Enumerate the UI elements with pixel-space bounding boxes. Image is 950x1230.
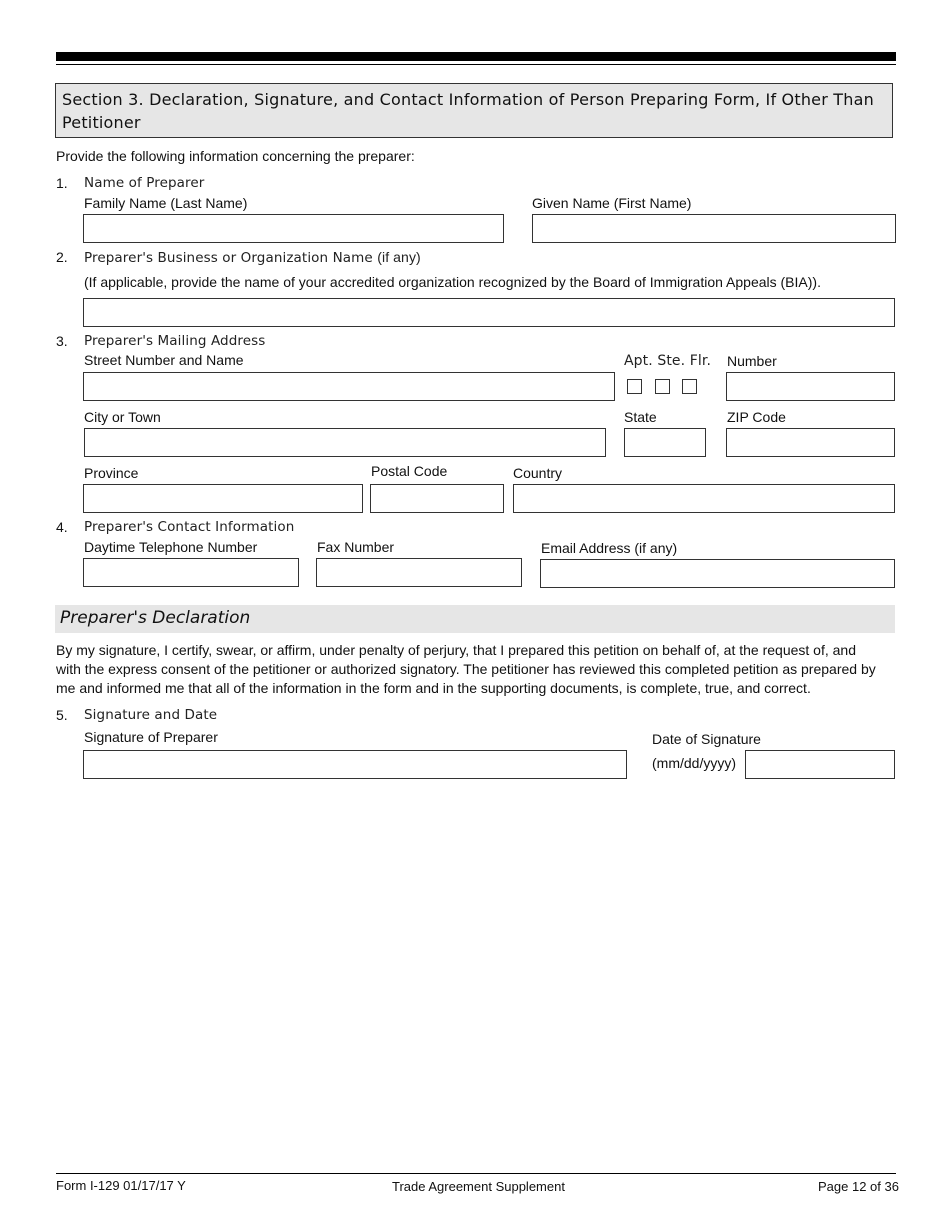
apt-number-input[interactable] (726, 372, 895, 401)
country-input[interactable] (513, 484, 895, 513)
fax-label: Fax Number (317, 539, 395, 555)
header-rule-thick (56, 52, 896, 61)
item-4-number: 4. (56, 519, 68, 535)
flr-checkbox[interactable] (682, 379, 697, 394)
footer-center-title: Trade Agreement Supplement (392, 1179, 565, 1194)
item-4-label: Preparer's Contact Information (84, 519, 295, 535)
declaration-line: me and informed me that all of the information in the form and in the supporting documents, is complete, true, and correct. (56, 680, 811, 696)
state-input[interactable] (624, 428, 706, 457)
email-label: Email Address (if any) (541, 540, 678, 556)
signature-date-input[interactable] (745, 750, 895, 779)
postal-code-label: Postal Code (371, 463, 448, 479)
signature-input[interactable] (83, 750, 627, 779)
phone-label: Daytime Telephone Number (84, 539, 258, 555)
section-title: Section 3. Declaration, Signature, and Contact Information of Person Preparing Form, If Other Than Petitioner (62, 90, 874, 132)
declaration-paragraph (56, 641, 896, 698)
item-3-number: 3. (56, 333, 68, 349)
business-name-input[interactable] (83, 298, 895, 327)
street-input[interactable] (83, 372, 615, 401)
footer-rule (56, 1173, 896, 1174)
family-name-label: Family Name (Last Name) (84, 195, 248, 211)
postal-code-input[interactable] (370, 484, 504, 513)
state-label: State (624, 409, 657, 425)
footer-form-id: Form I-129 01/17/17 Y (56, 1178, 186, 1193)
province-label: Province (84, 465, 139, 481)
zip-input[interactable] (726, 428, 895, 457)
footer-page-number: Page 12 of 36 (818, 1179, 899, 1194)
zip-label: ZIP Code (727, 409, 786, 425)
signature-label: Signature of Preparer (84, 729, 218, 745)
apt-label: Apt. Ste. Flr. (624, 353, 712, 369)
number-label: Number (727, 353, 777, 369)
item-1-number: 1. (56, 175, 68, 191)
declaration-line: with the express consent of the petitioner or authorized signatory. The petitioner has reviewed this completed petition as prepared by (56, 661, 876, 677)
date-format-label: (mm/dd/yyyy) (652, 755, 736, 771)
item-5-number: 5. (56, 707, 68, 723)
province-input[interactable] (83, 484, 363, 513)
date-of-signature-label: Date of Signature (652, 731, 761, 747)
given-name-label: Given Name (First Name) (532, 195, 692, 211)
item-3-label: Preparer's Mailing Address (84, 333, 266, 349)
family-name-input[interactable] (83, 214, 504, 243)
ste-checkbox[interactable] (655, 379, 670, 394)
fax-input[interactable] (316, 558, 522, 587)
intro-text: Provide the following information concerning the preparer: (56, 148, 415, 164)
given-name-input[interactable] (532, 214, 896, 243)
apt-checkbox[interactable] (627, 379, 642, 394)
city-input[interactable] (84, 428, 606, 457)
item-2-label-suffix: (if any) (377, 249, 421, 265)
item-1-label: Name of Preparer (84, 175, 205, 191)
email-input[interactable] (540, 559, 895, 588)
country-label: Country (513, 465, 563, 481)
city-label: City or Town (84, 409, 161, 425)
header-rule-thin (56, 64, 896, 65)
item-2-label (84, 249, 421, 267)
business-note: (If applicable, provide the name of your accredited organization recognized by the Board of Immigration Appeals (BIA)). (84, 274, 821, 290)
declaration-title: Preparer's Declaration (60, 608, 251, 628)
item-5-label: Signature and Date (84, 707, 218, 723)
item-2-number: 2. (56, 249, 68, 265)
phone-input[interactable] (83, 558, 299, 587)
declaration-line: By my signature, I certify, swear, or affirm, under penalty of perjury, that I prepared this petition on behalf of, at the request of, and (56, 642, 856, 658)
item-2-label-main: Preparer's Business or Organization Name (84, 250, 373, 266)
street-label: Street Number and Name (84, 352, 244, 368)
